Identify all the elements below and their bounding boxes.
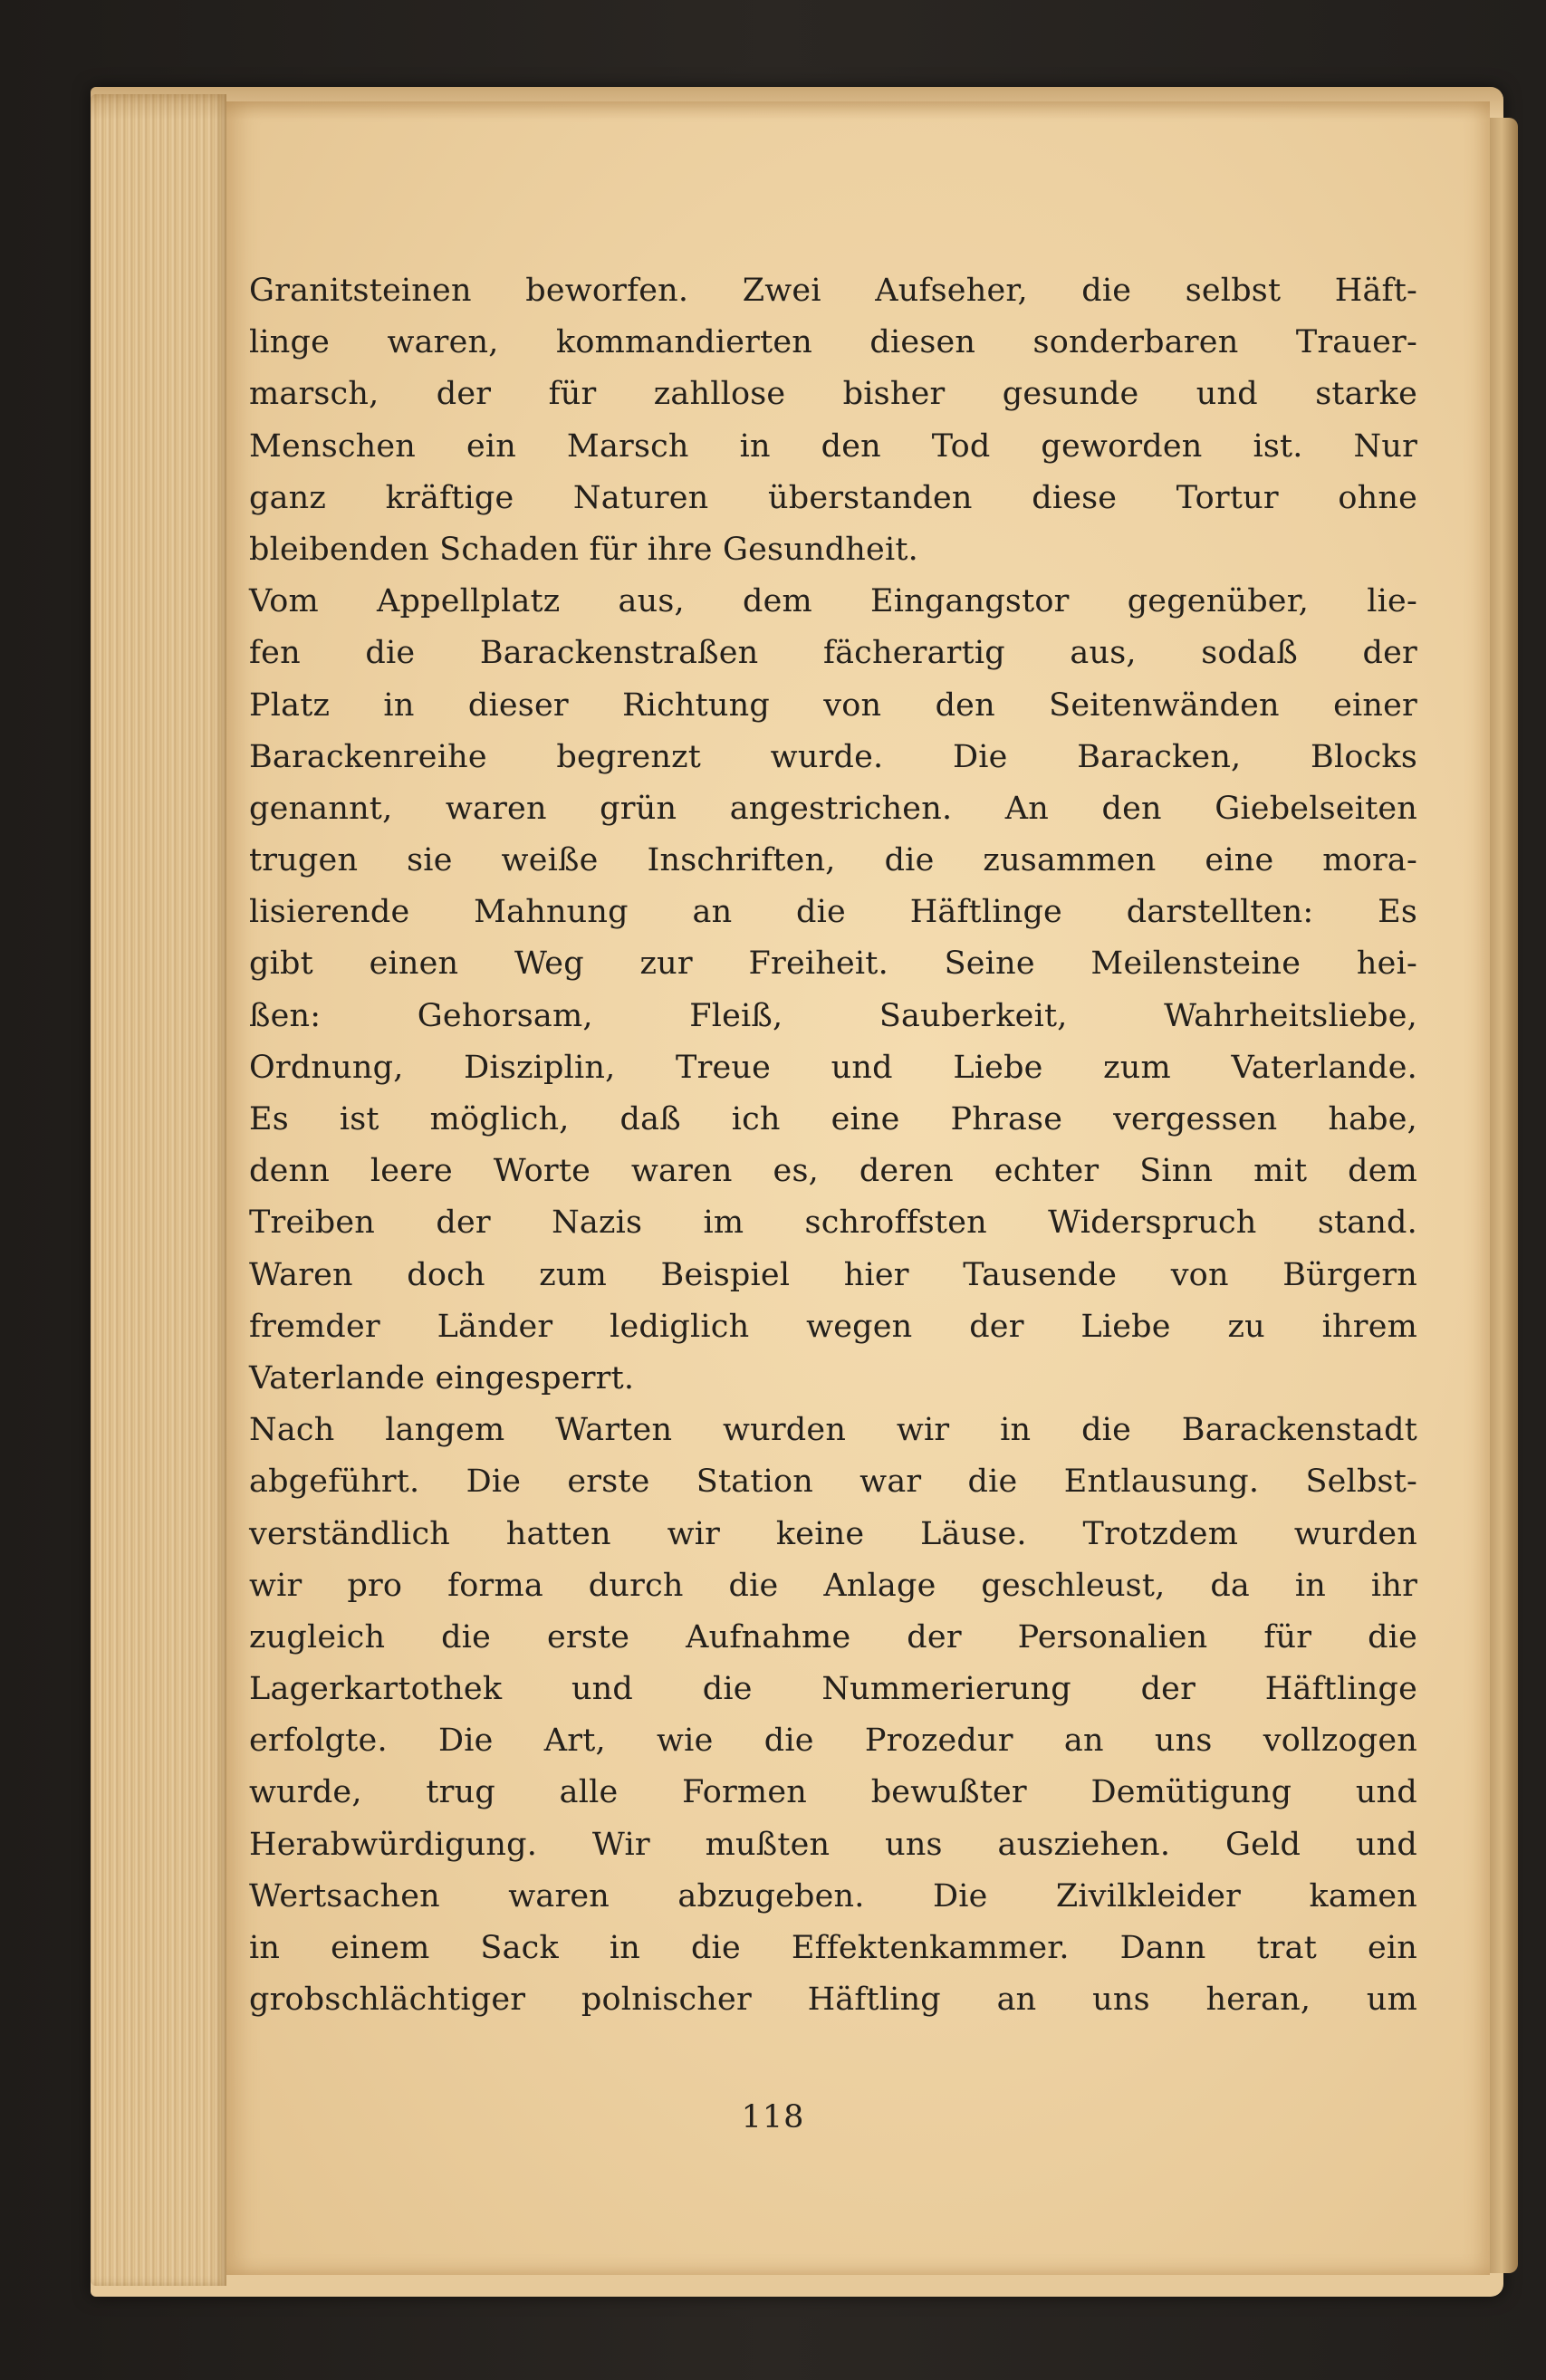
text-line: zugleich die erste Aufnahme der Personalien für die: [249, 1618, 1417, 1655]
text-line: grobschlächtiger polnischer Häftling an uns heran, um: [249, 1982, 1417, 2019]
text-line: in einem Sack in die Effektenkammer. Dann trat ein: [249, 1930, 1417, 1966]
text-line: fen die Barackenstraßen fächerartig aus, sodaß der: [249, 635, 1417, 672]
text-line: wurde, trug alle Formen bewußter Demütigung und: [249, 1774, 1417, 1811]
text-line: Wertsachen waren abzugeben. Die Zivilkleider kamen: [249, 1877, 1417, 1915]
text-line: erfolgte. Die Art, wie die Prozedur an uns vollzogen: [249, 1723, 1417, 1760]
text-line: gibt einen Weg zur Freiheit. Seine Meilensteine hei-: [249, 945, 1417, 983]
text-line: Granitsteinen beworfen. Zwei Aufseher, die selbst Häft-: [249, 273, 1417, 309]
text-line: ganz kräftige Naturen überstanden diese Tortur ohne: [249, 479, 1417, 516]
text-line: verständlich hatten wir keine Läuse. Trotzdem wurden: [249, 1515, 1417, 1552]
text-line: abgeführt. Die erste Station war die Entlausung. Selbst-: [249, 1464, 1417, 1501]
text-line: genannt, waren grün angestrichen. An den Giebelseiten: [249, 790, 1417, 827]
text-line: Nach langem Warten wurden wir in die Barackenstadt: [249, 1412, 1417, 1449]
text-line: Herabwürdigung. Wir mußten uns ausziehen. Geld und: [249, 1826, 1417, 1863]
facing-page-edge: [1485, 118, 1518, 2273]
text-line: Ordnung, Disziplin, Treue und Liebe zum Vaterlande.: [249, 1049, 1417, 1086]
text-line: marsch, der für zahllose bisher gesunde und starke: [249, 376, 1417, 413]
text-line: trugen sie weiße Inschriften, die zusammen eine mora-: [249, 842, 1417, 879]
text-line: Vaterlande eingesperrt.: [249, 1359, 635, 1396]
text-line: Menschen ein Marsch in den Tod geworden ist. Nur: [249, 427, 1417, 465]
text-line: Platz in dieser Richtung von den Seitenwänden einer: [249, 686, 1417, 724]
text-line: wir pro forma durch die Anlage geschleust, da in ihr: [249, 1567, 1417, 1604]
text-line: fremder Länder lediglich wegen der Liebe zu ihrem: [249, 1308, 1417, 1345]
text-line: Vom Appellplatz aus, dem Eingangstor gegenüber, lie-: [249, 583, 1417, 620]
text-line: Lagerkartothek und die Nummerierung der Häftlinge: [249, 1671, 1417, 1708]
text-line: lisierende Mahnung an die Häftlinge darstellten: Es: [249, 894, 1417, 931]
text-line: denn leere Worte waren es, deren echter Sinn mit dem: [249, 1153, 1417, 1190]
text-line: Es ist möglich, daß ich eine Phrase vergessen habe,: [249, 1101, 1417, 1137]
text-line: Waren doch zum Beispiel hier Tausende von Bürgern: [249, 1256, 1417, 1293]
text-line: bleibenden Schaden für ihre Gesundheit.: [249, 531, 918, 568]
page-number: 118: [741, 2099, 805, 2135]
top-edge-shadow: [91, 87, 1503, 120]
page-edges: [91, 94, 226, 2286]
text-line: Treiben der Nazis im schroffsten Widerspruch stand.: [249, 1204, 1417, 1242]
text-line: linge waren, kommandierten diesen sonderbaren Trauer-: [249, 324, 1417, 361]
text-line: Barackenreihe begrenzt wurde. Die Baracken, Blocks: [249, 738, 1417, 775]
body-text: [249, 265, 1417, 2026]
text-line: ßen: Gehorsam, Fleiß, Sauberkeit, Wahrheitsliebe,: [249, 997, 1417, 1034]
